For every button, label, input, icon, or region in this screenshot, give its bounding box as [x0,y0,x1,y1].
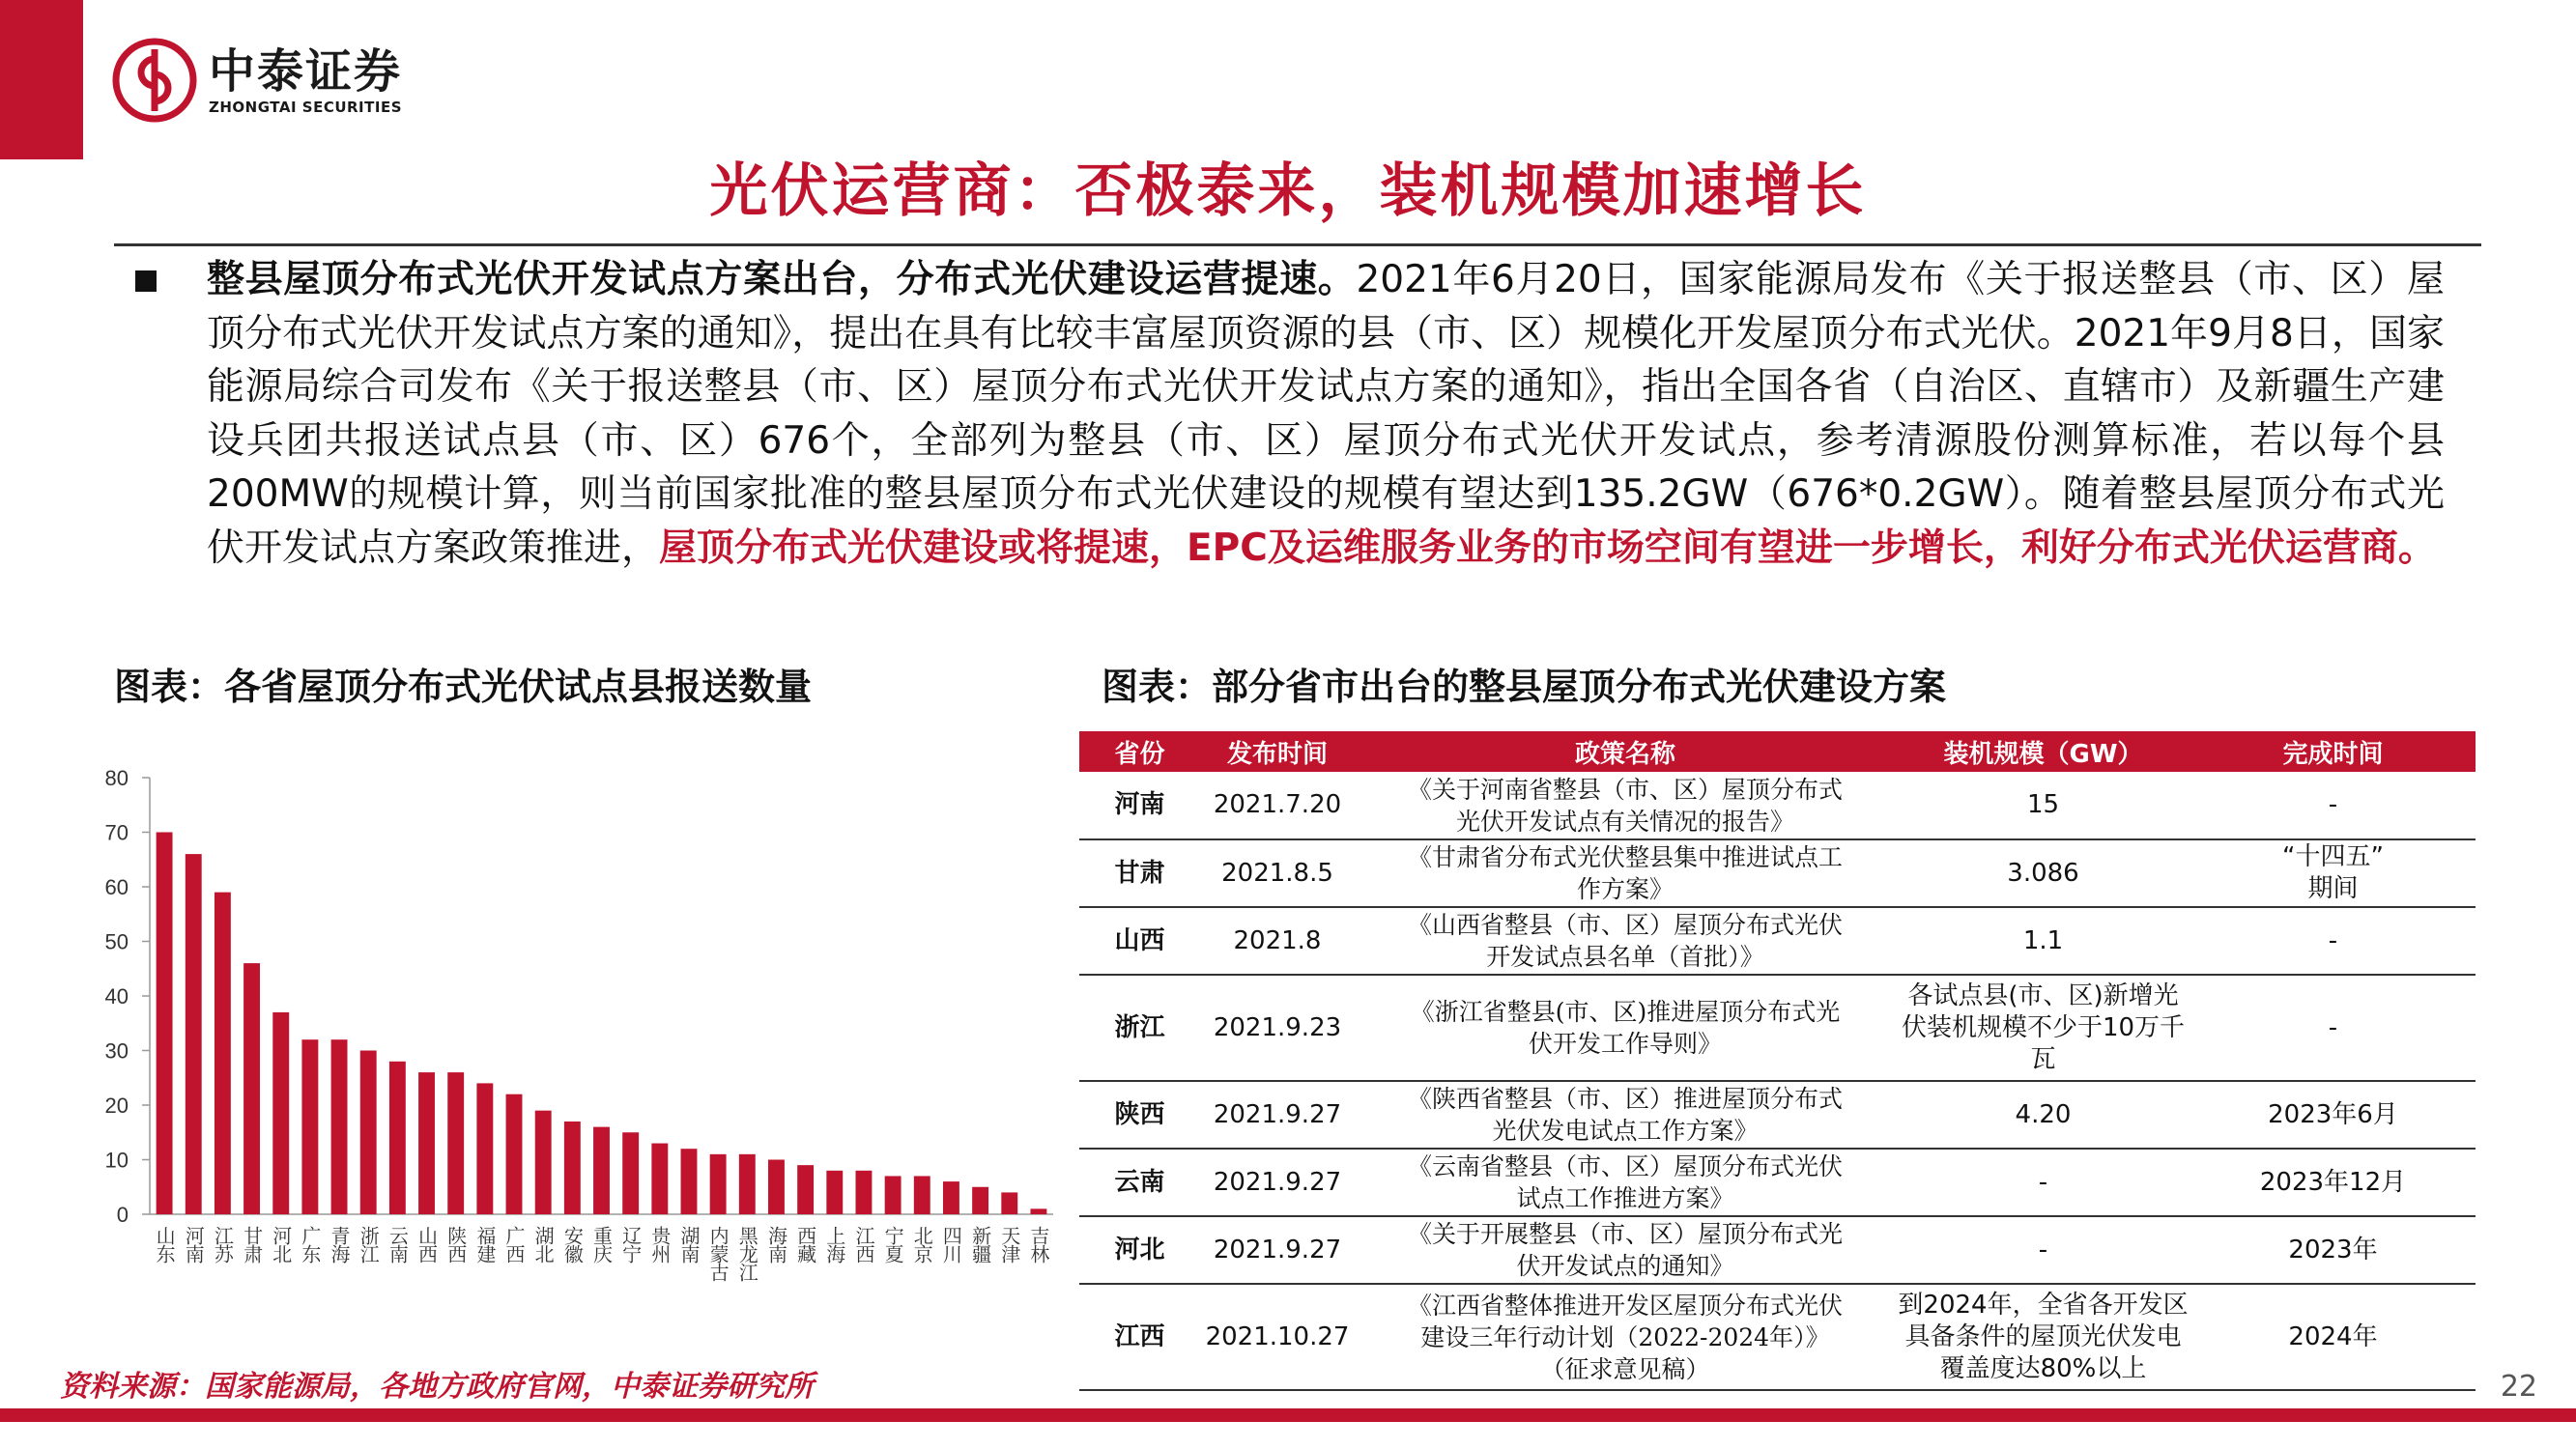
x-tick-label: 安徽 [560,1226,585,1263]
table-row [1079,975,2476,1081]
bar [389,1062,406,1214]
cell-finish-line: 2023年 [2288,1235,2378,1264]
cell-scale [1896,907,2190,975]
cell-policy [1355,907,1896,975]
page-title: 光伏运营商：否极泰来，装机规模加速增长 [709,157,1867,225]
x-tick-label: 河南 [182,1226,206,1263]
x-tick-label: 上海 [822,1226,846,1263]
cell-finish-line: 期间 [2307,874,2359,903]
table-row [1079,1216,2476,1284]
bar [710,1154,727,1214]
bar [856,1171,873,1214]
cell-policy [1355,839,1896,907]
bar [1030,1208,1046,1214]
header-date: 发布时间 [1200,731,1355,772]
cell-policy-line: 试点工作推进方案》 [1516,1184,1734,1212]
paragraph-text [207,253,2445,575]
x-tick-label: 福建 [472,1226,497,1263]
table-row [1079,839,2476,907]
bar [272,1012,289,1214]
cell-date: 2021.8.5 [1200,839,1355,907]
paragraph-body: 2021年6月20日，国家能源局发布《关于报送整县（市、区）屋顶分布式光伏开发试点方案的通知》，提出在具有比较丰富屋顶资源的县（市、区）规模化开发屋顶分布式光伏。2021年9月8日，国家能源局综合司发布《关于报送整县（市、区）屋顶分布式光伏开发试点方案的通知》，指出全国各省（自治区、直辖市）及新疆生产建设兵团共报送试点县（市、区）676个，全部列为整县（市、区）屋顶分布式光伏开发试点，参考清源股份测算标准，若以每个县200MW的规模计算，则当前国家批准的整县屋顶分布式光伏建设的规模有望达到135.2GW（676*0.2GW）。随着整县屋顶分布式光伏开发试点方案政策推进， [207,258,2445,570]
cell-finish-line: - [2328,790,2338,819]
cell-scale-line: 各试点县(市、区)新增光 [1907,980,2179,1010]
bar [768,1160,785,1215]
brand-color-bar [0,0,83,159]
x-tick-label: 江西 [851,1226,875,1263]
page-number: 22 [2500,1370,2537,1404]
x-tick-label: 山东 [153,1226,177,1263]
logo [112,37,402,124]
x-tick-label: 山西 [415,1226,439,1263]
cell-province: 河南 [1079,772,1200,839]
header-province: 省份 [1079,731,1200,772]
cell-scale [1896,1081,2190,1149]
cell-policy [1355,772,1896,839]
cell-policy-line: 《关于河南省整县（市、区）屋顶分布式 [1407,775,1843,804]
x-tick-label: 四川 [939,1226,963,1263]
brand-name-en: ZHONGTAI SECURITIES [209,99,402,116]
cell-finish-line: 2023年12月 [2259,1167,2407,1197]
bar [826,1171,843,1214]
cell-date: 2021.9.27 [1200,1216,1355,1284]
bar-chart [39,734,1063,1314]
x-tick-label: 新疆 [968,1226,992,1263]
y-tick-label: 80 [104,766,129,790]
cell-finish [2190,1081,2476,1149]
cell-policy-line: 伏开发试点的通知》 [1516,1252,1734,1280]
y-tick-label: 40 [104,984,129,1009]
bar [739,1154,756,1214]
cell-policy [1355,1081,1896,1149]
bottom-divider [0,1408,2576,1422]
bar [186,854,202,1214]
policy-table [1079,731,2476,1391]
cell-finish-line: - [2328,1012,2338,1042]
cell-province: 云南 [1079,1149,1200,1216]
x-tick-label: 青海 [328,1226,352,1263]
cell-scale-line: 1.1 [2022,925,2064,955]
cell-finish-line: 2023年6月 [2268,1099,2398,1129]
cell-scale-line: 4.20 [2015,1099,2072,1129]
x-tick-label: 浙江 [357,1226,381,1263]
title-divider [114,243,2481,246]
cell-finish [2190,1149,2476,1216]
bar [447,1072,464,1214]
cell-province: 山西 [1079,907,1200,975]
cell-scale [1896,772,2190,839]
cell-policy-line: 建设三年行动计划（2022-2024年）》 [1420,1322,1830,1351]
x-tick-label: 贵州 [647,1226,672,1263]
square-bullet-icon [135,270,157,292]
right-figure-title: 图表：部分省市出台的整县屋顶分布式光伏建设方案 [1102,665,1947,708]
header-finish: 完成时间 [2190,731,2476,772]
cell-scale-line: 15 [2026,790,2060,819]
bar [914,1176,930,1214]
cell-finish [2190,839,2476,907]
cell-finish [2190,907,2476,975]
left-figure-title: 图表：各省屋顶分布式光伏试点县报送数量 [114,665,813,708]
cell-policy-line: 《陕西省整县（市、区）推进屋顶分布式 [1407,1085,1843,1113]
y-tick-label: 30 [104,1038,129,1064]
cell-policy-line: 光伏开发试点有关情况的报告》 [1455,807,1794,836]
cell-scale [1896,1284,2190,1390]
table-row [1079,772,2476,839]
cell-policy [1355,1149,1896,1216]
cell-scale-line: 覆盖度达80%以上 [1939,1353,2147,1383]
x-tick-label: 黑龙江 [735,1226,759,1281]
paragraph-lead: 整县屋顶分布式光伏开发试点方案出台，分布式光伏建设运营提速。 [207,258,1357,301]
bar [331,1039,348,1214]
bar [885,1176,902,1214]
bar [972,1187,988,1214]
x-tick-label: 天津 [997,1226,1021,1263]
y-tick-label: 50 [104,929,129,954]
x-tick-label: 宁夏 [881,1226,905,1263]
cell-scale-line: - [2038,1167,2048,1197]
cell-finish-line: - [2328,925,2338,955]
cell-province: 河北 [1079,1216,1200,1284]
x-tick-label: 海南 [764,1226,788,1263]
cell-finish-line: 2024年 [2288,1321,2378,1351]
cell-date: 2021.8 [1200,907,1355,975]
x-tick-label: 北京 [910,1226,934,1263]
cell-policy-line: 伏开发工作导则》 [1528,1030,1722,1058]
bar [418,1072,435,1214]
x-tick-label: 陕西 [444,1226,468,1263]
cell-policy-line: 《江西省整体推进开发区屋顶分布式光伏 [1407,1291,1843,1320]
cell-policy [1355,975,1896,1081]
y-tick-label: 20 [104,1094,129,1118]
bar [301,1039,318,1214]
header-policy: 政策名称 [1355,731,1896,772]
cell-finish [2190,975,2476,1081]
table-row [1079,1149,2476,1216]
cell-policy-line: 开发试点县名单（首批）》 [1486,943,1764,971]
x-tick-label: 湖北 [531,1226,556,1263]
cell-date: 2021.10.27 [1200,1284,1355,1390]
bar [797,1165,814,1214]
cell-province: 甘肃 [1079,839,1200,907]
cell-policy-line: 光伏发电试点工作方案》 [1492,1117,1759,1145]
bar [215,893,231,1214]
cell-date: 2021.9.23 [1200,975,1355,1081]
bar [564,1122,581,1214]
cell-date: 2021.7.20 [1200,772,1355,839]
cell-scale-line: 瓦 [2030,1044,2056,1074]
bar [243,963,260,1214]
cell-scale-line: 伏装机规模不少于10万千 [1901,1012,2186,1042]
bar [535,1111,552,1214]
cell-policy-line: 《山西省整县（市、区）屋顶分布式光伏 [1407,911,1843,939]
x-tick-label: 辽宁 [618,1226,643,1263]
cell-province: 陕西 [1079,1081,1200,1149]
cell-scale-line: 具备条件的屋顶光伏发电 [1904,1321,2182,1351]
x-tick-label: 河北 [269,1226,293,1263]
cell-finish-line: “十四五” [2282,842,2384,871]
header-scale: 装机规模（GW） [1896,731,2190,772]
paragraph-highlight: 屋顶分布式光伏建设或将提速，EPC及运维服务业务的市场空间有望进一步增长，利好分布式光伏运营商。 [659,526,2436,570]
x-tick-label: 广东 [298,1226,322,1263]
cell-scale [1896,975,2190,1081]
cell-finish [2190,1284,2476,1390]
cell-policy-line: 作方案》 [1576,875,1674,903]
brand-name-cn: 中泰证券 [209,44,403,99]
table-row [1079,1081,2476,1149]
bar [593,1127,610,1214]
table-body [1079,772,2476,1390]
cell-scale [1896,1149,2190,1216]
cell-policy [1355,1216,1896,1284]
bar [681,1149,698,1214]
cell-policy-line: 《甘肃省分布式光伏整县集中推进试点工 [1407,843,1843,871]
cell-scale-line: 到2024年，全省各开发区 [1898,1290,2189,1320]
bar [476,1083,493,1214]
cell-policy-line: 《浙江省整县(市、区)推进屋顶分布式光 [1410,998,1841,1026]
x-tick-label: 甘肃 [240,1226,264,1263]
bar [943,1181,959,1214]
x-tick-label: 广西 [502,1226,527,1263]
x-tick-label: 云南 [386,1226,410,1263]
table-row [1079,1284,2476,1390]
y-tick-label: 70 [104,820,129,845]
source-note: 资料来源：国家能源局，各地方政府官网，中泰证券研究所 [60,1370,814,1404]
cell-policy-line: （征求意见稿） [1540,1354,1710,1383]
table-header-row [1079,731,2476,772]
cell-province: 浙江 [1079,975,1200,1081]
table-row [1079,907,2476,975]
cell-finish [2190,1216,2476,1284]
summary-paragraph [135,253,2445,575]
y-tick-label: 60 [104,875,129,899]
x-tick-label: 重庆 [589,1226,614,1263]
cell-province: 江西 [1079,1284,1200,1390]
zhongtai-logo-icon [112,38,197,123]
cell-policy-line: 《云南省整县（市、区）屋顶分布式光伏 [1407,1152,1843,1180]
x-tick-label: 江苏 [211,1226,235,1263]
cell-scale-line: - [2038,1235,2048,1264]
x-tick-label: 吉林 [1026,1226,1050,1263]
bar [651,1144,668,1214]
cell-scale [1896,1216,2190,1284]
y-tick-label: 0 [116,1203,129,1227]
bar [360,1051,377,1215]
cell-date: 2021.9.27 [1200,1149,1355,1216]
bar [622,1132,639,1214]
cell-finish [2190,772,2476,839]
cell-policy-line: 《关于开展整县（市、区）屋顶分布式光 [1407,1220,1843,1248]
bar [506,1094,523,1214]
bar [1001,1192,1017,1214]
cell-policy [1355,1284,1896,1390]
x-tick-label: 内蒙古 [706,1226,730,1281]
x-tick-label: 西藏 [793,1226,817,1263]
x-tick-label: 湖南 [676,1226,701,1263]
y-tick-label: 10 [104,1148,129,1173]
cell-scale-line: 3.086 [2007,858,2079,888]
bar [157,833,173,1215]
cell-date: 2021.9.27 [1200,1081,1355,1149]
cell-scale [1896,839,2190,907]
